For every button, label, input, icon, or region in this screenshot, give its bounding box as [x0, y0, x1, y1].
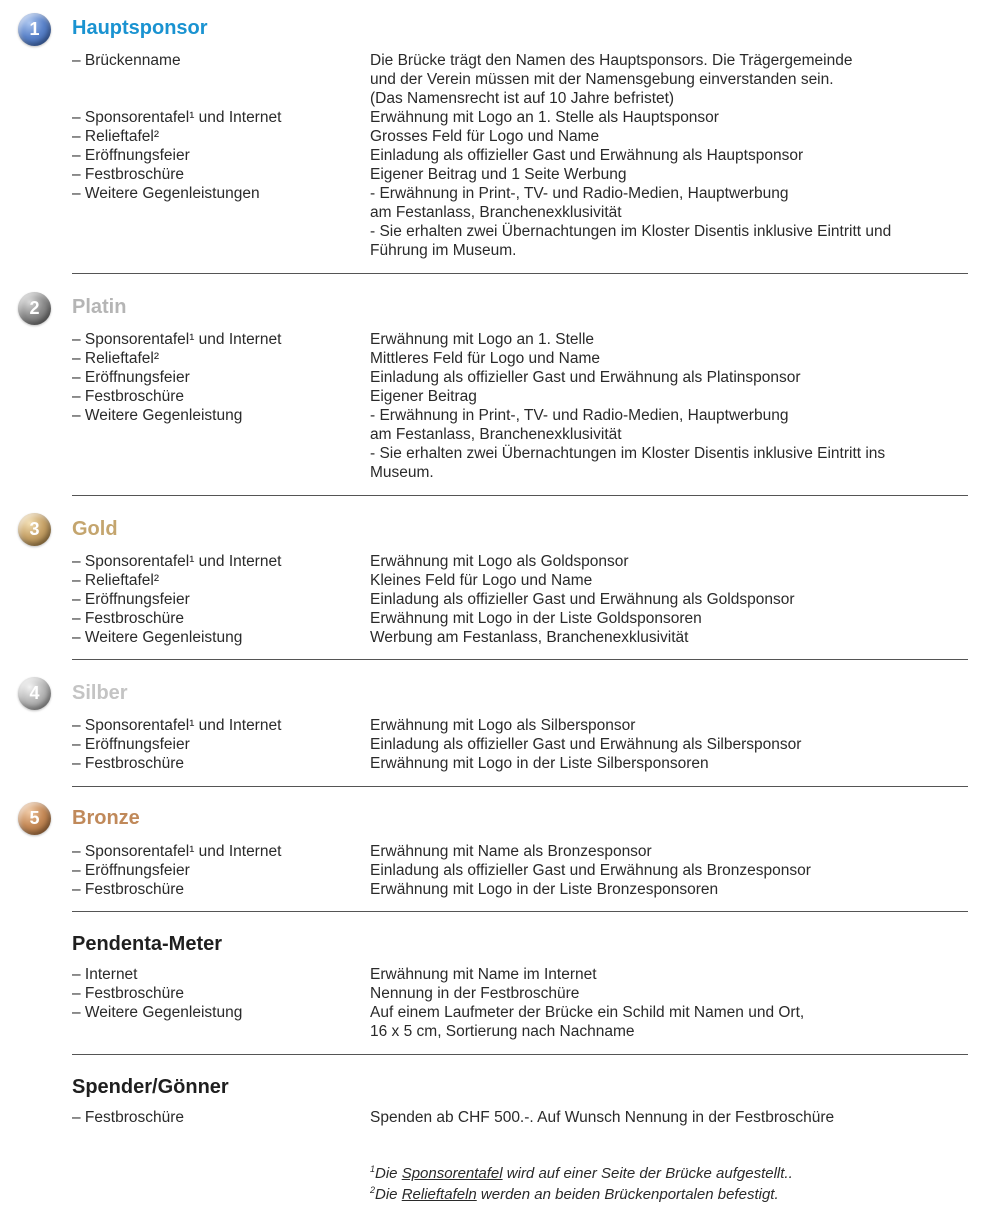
item-label: – Festbroschüre: [72, 881, 184, 898]
item-value: Werbung am Festanlass, Branchenexklusivität: [370, 629, 689, 646]
list-item: [0, 406, 990, 482]
item-value: Eigener Beitrag und 1 Seite Werbung: [370, 166, 627, 183]
list-item: [0, 628, 990, 647]
item-label: – Weitere Gegenleistung: [72, 407, 243, 424]
item-value: Einladung als offizieller Gast und Erwähnung als Hauptsponsor: [370, 147, 804, 164]
item-label: – Weitere Gegenleistung: [72, 629, 243, 646]
item-value: Erwähnung mit Logo an 1. Stelle: [370, 331, 595, 348]
item-value: Erwähnung mit Logo in der Liste Bronzesponsoren: [370, 881, 719, 898]
list-item: [0, 1003, 990, 1041]
item-label: – Eröffnungsfeier: [72, 591, 190, 608]
item-value: Einladung als offizieller Gast und Erwähnung als Platinsponsor: [370, 369, 801, 386]
item-value: Grosses Feld für Logo und Name: [370, 128, 600, 145]
list-item: [0, 349, 990, 368]
item-label: – Sponsorentafel¹ und Internet: [72, 717, 282, 734]
list-item: [0, 735, 990, 754]
item-label: – Sponsorentafel¹ und Internet: [72, 553, 282, 570]
item-value: Eigener Beitrag: [370, 388, 477, 405]
item-value: Einladung als offizieller Gast und Erwähnung als Goldsponsor: [370, 591, 795, 608]
footnote-2: [370, 1185, 779, 1205]
item-label: – Eröffnungsfeier: [72, 369, 190, 386]
section-title: Spender/Gönner: [72, 1076, 229, 1098]
item-value: Kleines Feld für Logo und Name: [370, 572, 593, 589]
item-value: Mittleres Feld für Logo und Name: [370, 350, 601, 367]
item-label: – Festbroschüre: [72, 166, 184, 183]
list-item: [0, 861, 990, 880]
footnote-term: Relieftafeln: [401, 1186, 477, 1203]
section-divider: [72, 495, 968, 496]
item-label: – Weitere Gegenleistungen: [72, 185, 260, 202]
item-label: – Festbroschüre: [72, 985, 184, 1002]
list-item: [0, 146, 990, 165]
item-value: - Erwähnung in Print-, TV- und Radio-Medien, Hauptwerbung am Festanlass, Branchenexklusivität - Sie erhalten zwei Übernachtungen im Kloster Disentis inklusive Eintritt ins Museum.: [370, 407, 886, 481]
list-item: [0, 108, 990, 127]
tier-3-badge-icon: 3: [18, 513, 51, 546]
list-item: [0, 1108, 990, 1127]
list-item: [0, 184, 990, 260]
item-value: Erwähnung mit Logo an 1. Stelle als Hauptsponsor: [370, 109, 719, 126]
item-value: - Erwähnung in Print-, TV- und Radio-Medien, Hauptwerbung am Festanlass, Branchenexklusivität - Sie erhalten zwei Übernachtungen im Kloster Disentis inklusive Eintritt und Führung im Museum.: [370, 185, 892, 259]
footnote-term: Sponsorentafel: [401, 1165, 503, 1182]
footnote-text: wird auf einer Seite der Brücke aufgestellt..: [502, 1165, 793, 1182]
list-item: [0, 51, 990, 108]
item-label: – Relieftafel²: [72, 128, 160, 145]
list-item: [0, 984, 990, 1003]
section-title: Pendenta-Meter: [72, 933, 223, 955]
list-item: [0, 590, 990, 609]
item-value: Einladung als offizieller Gast und Erwähnung als Silbersponsor: [370, 736, 802, 753]
section-title: Hauptsponsor: [72, 17, 208, 39]
item-label: – Festbroschüre: [72, 755, 184, 772]
section-divider: [72, 659, 968, 660]
list-item: [0, 965, 990, 984]
list-item: [0, 571, 990, 590]
item-label: – Eröffnungsfeier: [72, 862, 190, 879]
list-item: [0, 165, 990, 184]
item-label: – Festbroschüre: [72, 388, 184, 405]
list-item: [0, 387, 990, 406]
item-label: – Weitere Gegenleistung: [72, 1004, 243, 1021]
list-item: [0, 880, 990, 899]
list-item: [0, 368, 990, 387]
item-value: Spenden ab CHF 500.-. Auf Wunsch Nennung in der Festbroschüre: [370, 1109, 835, 1126]
footnote-text: Die: [375, 1165, 402, 1182]
tier-2-badge-icon: 2: [18, 292, 51, 325]
item-value: Erwähnung mit Name als Bronzesponsor: [370, 843, 652, 860]
item-value: Erwähnung mit Logo in der Liste Goldsponsoren: [370, 610, 702, 627]
section-divider: [72, 1054, 968, 1055]
item-label: – Relieftafel²: [72, 350, 160, 367]
list-item: [0, 330, 990, 349]
footnote-mark: 1: [370, 1164, 376, 1174]
item-label: – Internet: [72, 966, 138, 983]
item-label: – Eröffnungsfeier: [72, 736, 190, 753]
item-value: Erwähnung mit Name im Internet: [370, 966, 597, 983]
footnote-text: werden an beiden Brückenportalen befestigt.: [476, 1186, 779, 1203]
item-label: – Sponsorentafel¹ und Internet: [72, 109, 282, 126]
tier-1-badge-icon: 1: [18, 13, 51, 46]
item-label: – Festbroschüre: [72, 610, 184, 627]
section-title: Platin: [72, 296, 127, 318]
list-item: [0, 754, 990, 773]
item-value: Erwähnung mit Logo in der Liste Silbersponsoren: [370, 755, 709, 772]
tier-5-badge-icon: 5: [18, 802, 51, 835]
list-item: [0, 842, 990, 861]
item-label: – Festbroschüre: [72, 1109, 184, 1126]
section-title: Silber: [72, 682, 128, 704]
section-divider: [72, 911, 968, 912]
section-title: Bronze: [72, 807, 140, 829]
list-item: [0, 609, 990, 628]
tier-4-badge-icon: 4: [18, 677, 51, 710]
section-divider: [72, 786, 968, 787]
footnote-mark: 2: [370, 1185, 376, 1195]
footnote-1: [370, 1164, 793, 1184]
item-label: – Brückenname: [72, 52, 181, 69]
item-label: – Eröffnungsfeier: [72, 147, 190, 164]
item-label: – Relieftafel²: [72, 572, 160, 589]
item-value: Erwähnung mit Logo als Goldsponsor: [370, 553, 629, 570]
item-value: Auf einem Laufmeter der Brücke ein Schild mit Namen und Ort, 16 x 5 cm, Sortierung nach Nachname: [370, 1004, 805, 1040]
item-label: – Sponsorentafel¹ und Internet: [72, 331, 282, 348]
item-value: Die Brücke trägt den Namen des Hauptsponsors. Die Trägergemeinde und der Verein müssen mit der Namensgebung einverstanden sein. (Das Namensrecht ist auf 10 Jahre befristet): [370, 52, 853, 107]
list-item: [0, 552, 990, 571]
item-value: Nennung in der Festbroschüre: [370, 985, 580, 1002]
footnote-text: Die: [375, 1186, 402, 1203]
list-item: [0, 716, 990, 735]
section-divider: [72, 273, 968, 274]
item-label: – Sponsorentafel¹ und Internet: [72, 843, 282, 860]
item-value: Einladung als offizieller Gast und Erwähnung als Bronzesponsor: [370, 862, 811, 879]
section-title: Gold: [72, 518, 118, 540]
item-value: Erwähnung mit Logo als Silbersponsor: [370, 717, 636, 734]
list-item: [0, 127, 990, 146]
